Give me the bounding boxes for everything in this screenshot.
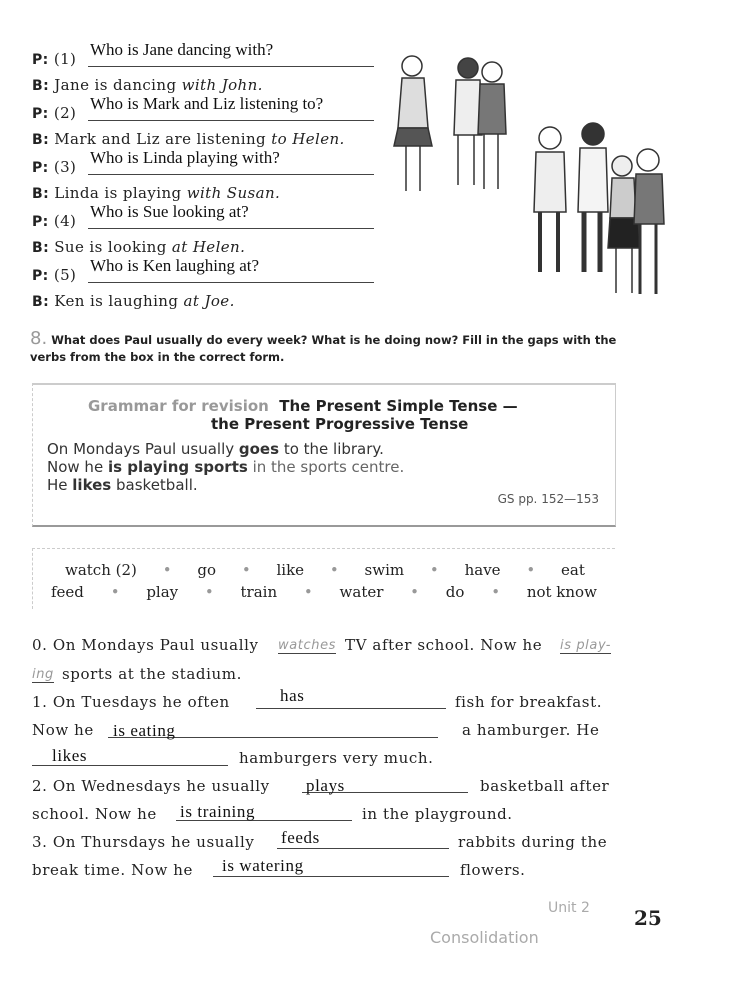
bullet-separator: • (204, 583, 214, 601)
question-number: (2) (53, 104, 77, 122)
word-option: play (146, 583, 179, 601)
speaker-label: B: (32, 240, 50, 256)
exercise-number: 8. (30, 328, 48, 349)
exercise-instruction (30, 330, 620, 366)
response-emphasis: with John. (181, 76, 263, 94)
answer-field[interactable]: watches (278, 638, 337, 653)
answer-field[interactable]: plays (306, 776, 345, 795)
answer-field[interactable]: feeds (281, 828, 320, 847)
example-1: On Mondays Paul usually goes to the library. (47, 440, 384, 458)
answer-field[interactable]: Who is Mark and Liz listening to? (90, 94, 324, 113)
question-number: (3) (53, 158, 77, 176)
speaker-label: B: (32, 132, 50, 148)
bullet-separator: • (241, 561, 251, 579)
word-option: like (276, 561, 305, 579)
dialogue-line (32, 212, 76, 230)
dialogue-line (32, 184, 280, 202)
answer-field[interactable]: is training (180, 802, 256, 821)
speaker-label: P: (32, 160, 49, 176)
answer-field[interactable]: Who is Jane dancing with? (90, 40, 274, 59)
word-option: eat (561, 561, 585, 579)
word-option: feed (51, 583, 84, 601)
answer-field[interactable]: is eating (113, 721, 176, 740)
response-text: Linda is playing (54, 184, 187, 202)
section-label: Consolidation (430, 928, 539, 947)
response-emphasis: with Susan. (186, 184, 281, 202)
boy-figure (578, 123, 608, 272)
unit-label: Unit 2 (548, 900, 590, 916)
girl-figure (394, 56, 432, 191)
bullet-separator: • (329, 561, 339, 579)
speaker-label: B: (32, 186, 50, 202)
children-illustration (390, 48, 680, 310)
word-option: swim (364, 561, 405, 579)
bullet-separator: • (303, 583, 313, 601)
example-3: He likes basketball. (47, 476, 198, 494)
boy-figure (478, 62, 506, 189)
grammar-reference: GS pp. 152—153 (497, 492, 599, 506)
boy-figure (534, 127, 566, 272)
speaker-label: P: (32, 106, 49, 122)
speaker-label: P: (32, 214, 49, 230)
answer-field[interactable]: Who is Ken laughing at? (90, 256, 260, 275)
answer-field[interactable]: likes (52, 746, 88, 765)
answer-field[interactable]: is watering (222, 856, 304, 875)
question-number: (1) (53, 50, 77, 68)
response-emphasis: at Helen. (171, 238, 246, 256)
bullet-separator: • (491, 583, 501, 601)
speaker-label: P: (32, 268, 49, 284)
response-text: Sue is looking (54, 238, 172, 256)
grammar-box (32, 383, 616, 527)
instruction-text: What does Paul usually do every week? What is he doing now? Fill in the gaps with the verbs from the box in the correct form. (30, 333, 617, 364)
bullet-separator: • (410, 583, 420, 601)
response-text: Mark and Liz are listening (54, 130, 272, 148)
speaker-label: P: (32, 52, 49, 68)
page-number: 25 (634, 906, 662, 930)
response-text: Ken is laughing (54, 292, 184, 310)
word-box (32, 548, 615, 609)
response-emphasis: to Helen. (271, 130, 345, 148)
dialogue-line (32, 130, 345, 148)
answer-field[interactable]: ing (32, 667, 54, 682)
answer-field[interactable]: Who is Linda playing with? (90, 148, 280, 167)
bullet-separator: • (429, 561, 439, 579)
question-number: (4) (53, 212, 77, 230)
word-option: do (445, 583, 465, 601)
dialogue-line (32, 266, 76, 284)
answer-field[interactable]: is play- (560, 638, 612, 653)
example-2: Now he is playing sports in the sports centre. (47, 458, 405, 476)
workbook-page: P: (1) Who is Jane dancing with? B: Jane is dancing with John. P: (2) Who is Mark and Liz listening to? B: Mark and Liz are listening to Helen. P: (3) Who is Linda playing with? B: Linda is playing with Susan. P: (4) Who is Sue looking at? B: Sue is looking at Helen. P: (5) Who is Ken laughing at? B: Ken is laughing at Joe. 8. What does Paul usually do every week? What is he doing now? Fill in the gaps with the verbs from the box in the correct form. Grammar for revision The Present Simple Tense — the Present Progressive Tense On Mondays Paul usually goes to the library. Now he is playing sports in the sports centre. He likes basketball. GS pp. 152—153 watch (2) • go • like • swim • have • eat feed • play • train • water • do • not know 0. On Mondays Paul usually watches TV after school. Now he is play- ing sports at the stadium. 1. On Tuesdays he often has fish for breakfast. Now he is eating a hamburger. He likes hamburgers very much. 2. On Wednesdays he usually plays basketball after school. Now he is training in the playground. 3. On Thursdays he usually feeds rabbits during the break time. Now he is watering flowers. Unit 2 Consolidation 25 (0, 0, 736, 984)
response-text: Jane is dancing (54, 76, 182, 94)
word-option: go (197, 561, 217, 579)
speaker-label: B: (32, 294, 50, 310)
word-option: watch (2) (65, 561, 137, 579)
dialogue-line (32, 76, 263, 94)
speaker-label: B: (32, 78, 50, 94)
bullet-separator: • (110, 583, 120, 601)
dialogue-line (32, 158, 76, 176)
word-option: train (240, 583, 278, 601)
dialogue-line (32, 104, 76, 122)
word-option: have (464, 561, 501, 579)
dialogue-line (32, 238, 245, 256)
word-option: water (339, 583, 384, 601)
response-emphasis: at Joe. (183, 292, 235, 310)
grammar-title-line1: The Present Simple Tense — (279, 397, 518, 415)
dialogue-line (32, 292, 235, 310)
question-number: (5) (53, 266, 77, 284)
bullet-separator: • (162, 561, 172, 579)
answer-field[interactable]: Who is Sue looking at? (90, 202, 249, 221)
boy-figure (634, 149, 664, 294)
bullet-separator: • (526, 561, 536, 579)
grammar-title-line2: the Present Progressive Tense (211, 415, 469, 433)
answer-field[interactable]: has (280, 686, 305, 705)
word-option: not know (526, 583, 597, 601)
grammar-label: Grammar for revision (88, 397, 269, 415)
dialogue-line (32, 50, 76, 68)
